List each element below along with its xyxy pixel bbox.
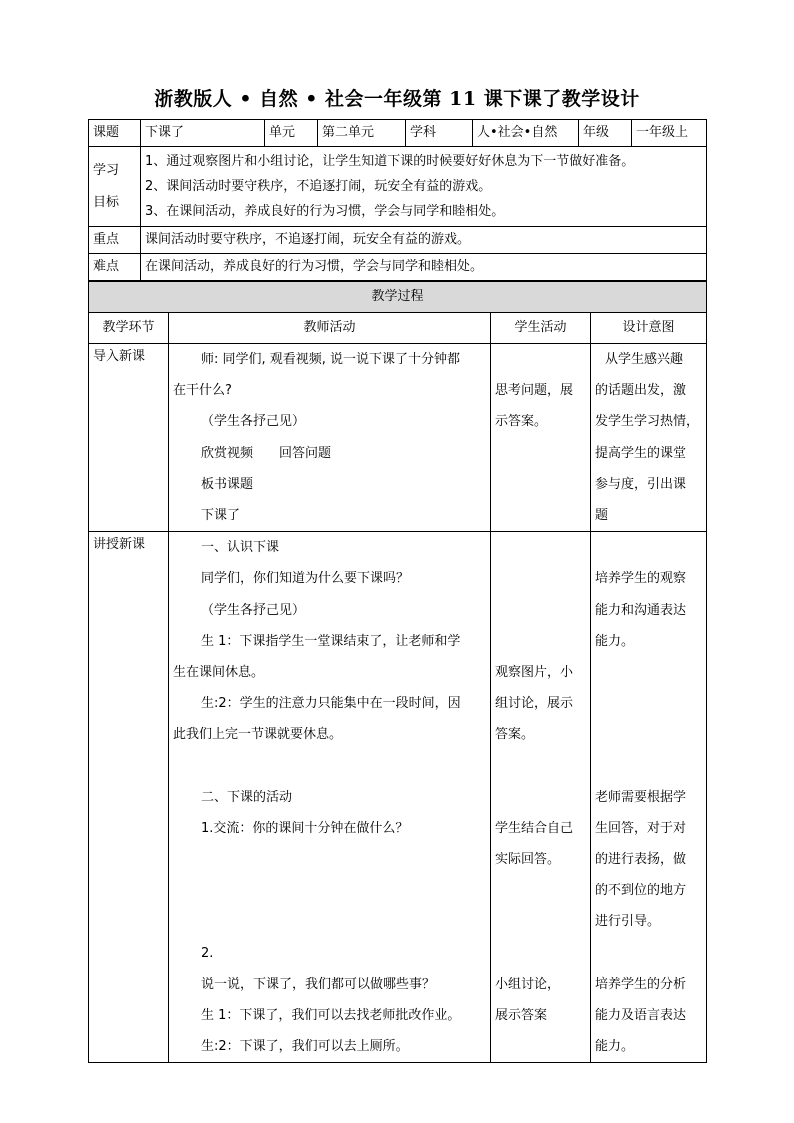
- text-line: 能力。: [595, 633, 635, 649]
- text-line: [173, 906, 486, 937]
- text-line: 生回答，对于对: [595, 820, 687, 836]
- text-line: 学生结合自己: [495, 820, 574, 836]
- text-line: 的话题出发，激: [595, 383, 687, 399]
- text-line: [495, 906, 586, 937]
- subject-value: 人•社会•自然: [473, 120, 579, 147]
- key-value: 课间活动时要守秩序，不追逐打闹，玩安全有益的游戏。: [141, 227, 707, 254]
- col-teacher-header: 教师活动: [169, 313, 491, 344]
- topic-value: 下课了: [141, 120, 265, 147]
- text-line: [595, 938, 702, 969]
- page-title: 浙教版人 • 自然 • 社会一年级第 11 课下课了教学设计: [154, 88, 640, 110]
- text-line: 从学生感兴趣: [605, 352, 684, 367]
- text-line: 师: 同学们, 观看视频, 说一说下课了十分钟都: [201, 352, 461, 367]
- text-line: [173, 750, 486, 781]
- teach-stage: 讲授新课: [89, 532, 169, 1063]
- text-line: 提高学生的课堂: [595, 445, 687, 461]
- text-line: 1.交流：你的课间十分钟在做什么？: [201, 820, 409, 836]
- grade-value: 一年级上: [632, 120, 707, 147]
- teach-student: [491, 532, 591, 1063]
- text-line: 生 1：下课了，我们可以去找老师批改作业。: [201, 1007, 461, 1023]
- text-line: 二、下课的活动: [201, 789, 293, 805]
- teach-teacher: [169, 532, 491, 1063]
- text-line: [595, 657, 702, 688]
- text-line: 生:2：学生的注意力只能集中在一段时间，因: [201, 696, 461, 712]
- intro-teacher: [169, 344, 491, 532]
- text-line: （学生各抒己见）: [201, 414, 306, 430]
- grade-label: 年级: [579, 120, 632, 147]
- text-line: 培养学生的观察: [595, 571, 687, 587]
- goals-label-line-1: 学习: [93, 162, 120, 178]
- text-line: [595, 532, 702, 563]
- text-line: 组讨论，展示: [495, 696, 574, 712]
- text-line: 一、认识下课: [201, 540, 280, 556]
- text-line: 能力和沟通表达: [595, 602, 687, 618]
- key-label: 重点: [89, 227, 141, 254]
- text-line: 实际回答。: [495, 852, 561, 867]
- course-info-table: [88, 119, 707, 281]
- text-line: 的不到位的地方: [595, 883, 687, 899]
- goal-item: 3、在课间活动，养成良好的行为习惯，学会与同学和睦相处。: [145, 204, 505, 219]
- text-line: 下课了: [201, 507, 241, 523]
- text-line: 欣赏视频 回答问题: [201, 445, 332, 461]
- goals-list: [141, 147, 707, 227]
- text-line: 生 1：下课指学生一堂课结束了，让老师和学: [201, 633, 461, 649]
- text-line: [595, 688, 702, 719]
- text-line: 进行引导。: [595, 914, 661, 930]
- text-line: [595, 719, 702, 750]
- difficulty-value: 在课间活动，养成良好的行为习惯，学会与同学和睦相处。: [141, 254, 707, 281]
- intro-stage: 导入新课: [89, 344, 169, 532]
- text-line: 发学生学习热情，: [595, 414, 700, 430]
- text-line: 的进行表扬，做: [595, 852, 687, 867]
- text-line: 此我们上完一节课就要休息。: [173, 727, 343, 743]
- text-line: 生:2：下课了，我们可以去上厕所。: [201, 1039, 409, 1055]
- intro-student: [491, 344, 591, 532]
- text-line: 生在课间休息。: [173, 664, 265, 680]
- text-line: 说一说，下课了，我们都可以做哪些事？: [201, 976, 436, 992]
- goals-label: [89, 147, 141, 227]
- text-line: 展示答案: [495, 1007, 548, 1023]
- text-line: 思考问题，展: [495, 383, 574, 399]
- text-line: [595, 750, 702, 781]
- text-line: 板书课题: [201, 476, 254, 492]
- topic-label: 课题: [89, 120, 141, 147]
- text-line: [173, 875, 486, 906]
- text-line: [495, 595, 586, 626]
- col-design-header: 设计意图: [591, 313, 707, 344]
- text-line: 同学们，你们知道为什么要下课吗？: [201, 571, 410, 587]
- text-line: [495, 626, 586, 657]
- text-line: [495, 532, 586, 563]
- goals-label-line-2: 目标: [93, 194, 120, 210]
- text-line: 参与度，引出课: [595, 476, 687, 492]
- text-line: [495, 938, 586, 969]
- col-stage-header: 教学环节: [89, 313, 169, 344]
- text-line: [495, 782, 586, 813]
- text-line: 能力及语言表达: [595, 1007, 687, 1023]
- unit-label: 单元: [265, 120, 318, 147]
- text-line: [495, 750, 586, 781]
- text-line: 能力。: [595, 1039, 635, 1055]
- col-student-header: 学生活动: [491, 313, 591, 344]
- text-line: 示答案。: [495, 414, 548, 430]
- text-line: 在干什么?: [173, 383, 232, 399]
- text-line: [495, 563, 586, 594]
- text-line: 老师需要根据学: [595, 789, 687, 805]
- text-line: [495, 344, 586, 375]
- text-line: [495, 875, 586, 906]
- teaching-process-table: [88, 281, 707, 1063]
- teach-design: [591, 532, 707, 1063]
- text-line: 答案。: [495, 727, 535, 743]
- text-line: （学生各抒己见）: [201, 602, 306, 618]
- intro-design: [591, 344, 707, 532]
- text-line: [495, 1031, 586, 1062]
- text-line: 培养学生的分析: [595, 976, 687, 992]
- process-header: 教学过程: [89, 282, 707, 313]
- text-line: 观察图片，小: [495, 664, 574, 680]
- subject-label: 学科: [406, 120, 473, 147]
- text-line: [173, 844, 486, 875]
- text-line: 小组讨论，: [495, 976, 561, 992]
- difficulty-label: 难点: [89, 254, 141, 281]
- text-line: 2.: [201, 945, 214, 961]
- goal-item: 1、通过观察图片和小组讨论，让学生知道下课的时候要好好休息为下一节做好准备。: [145, 154, 635, 169]
- text-line: 题: [595, 507, 609, 523]
- unit-value: 第二单元: [318, 120, 406, 147]
- goal-item: 2、课间活动时要守秩序，不追逐打闹，玩安全有益的游戏。: [145, 179, 492, 194]
